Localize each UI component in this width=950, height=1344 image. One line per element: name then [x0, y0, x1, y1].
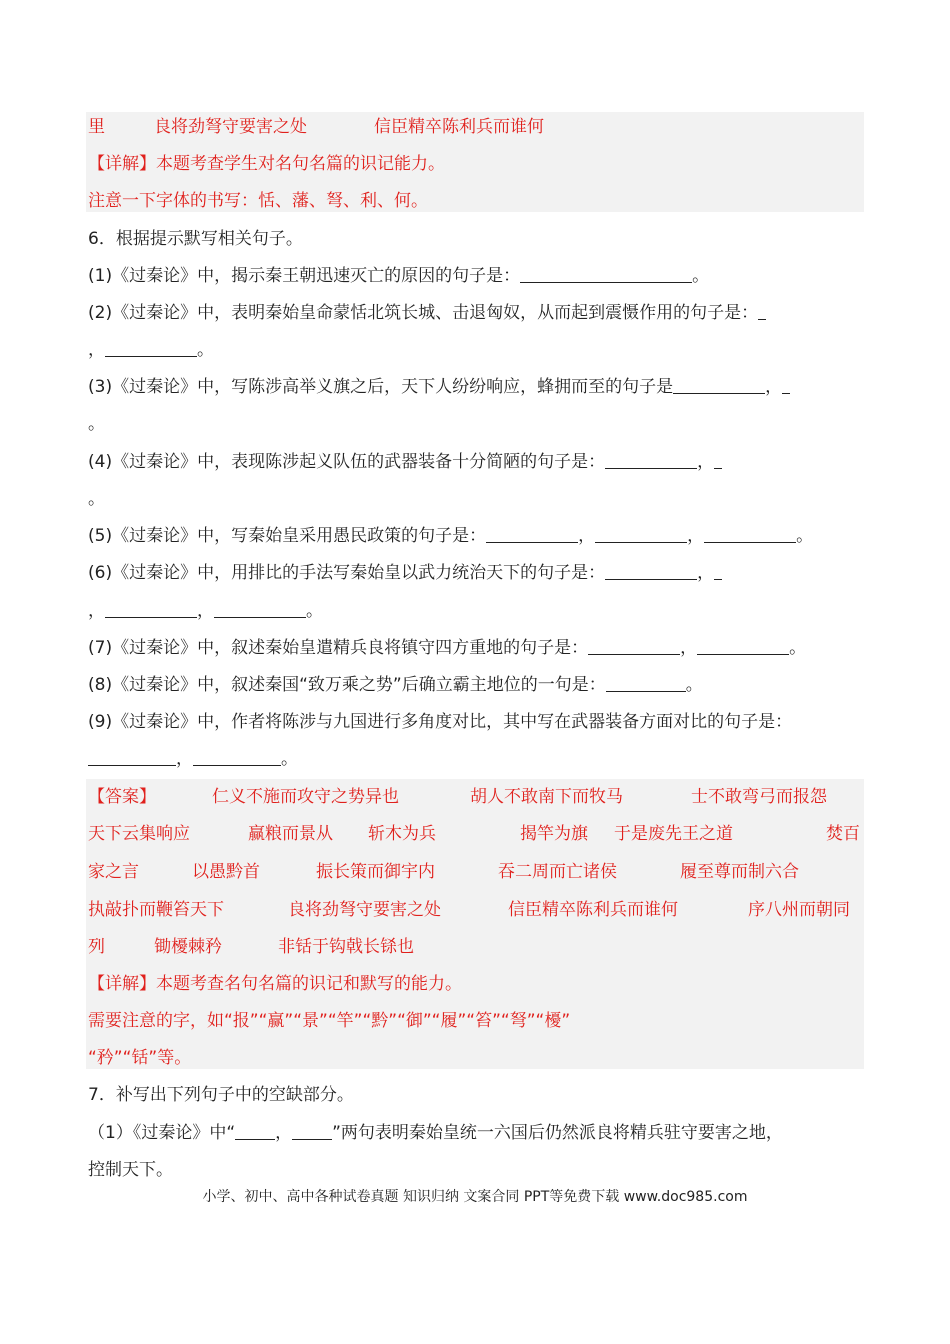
q6-item-4	[88, 447, 722, 477]
q6-item-9-cont	[88, 744, 298, 774]
q6-item-6	[88, 558, 722, 588]
answer-item: 揭竿为旗	[520, 824, 588, 844]
answer-item: 吞二周而亡诸侯	[498, 862, 617, 882]
q6-item-4-cont	[88, 484, 105, 514]
answer-blank[interactable]	[588, 634, 680, 655]
answer-item: 锄櫌棘矜	[154, 937, 222, 957]
answer-blank[interactable]	[520, 262, 692, 283]
item-text: (4)《过秦论》中，表现陈涉起义队伍的武器装备十分简陋的句子是：	[88, 452, 606, 472]
q6-note-2: “矜”“铦”等。	[88, 1048, 192, 1068]
answer-item: 以愚黔首	[192, 862, 260, 882]
answer-row-4	[88, 895, 864, 925]
item-text: (6)《过秦论》中，用排比的手法写秦始皇以武力统治天下的句子是：	[88, 563, 606, 583]
punct: ，	[275, 1123, 293, 1143]
answer-fragment: 信臣精卒陈利兵而谁何	[374, 117, 544, 137]
answer-blank[interactable]	[673, 373, 765, 394]
answer-label: 【答案】	[88, 787, 156, 807]
answer-item: 赢粮而景从	[248, 824, 333, 844]
answer-item: 良将劲弩守要害之处	[288, 900, 441, 920]
punct: 。	[685, 675, 703, 695]
item-text: (7)《过秦论》中，叙述秦始皇遣精兵良将镇守四方重地的句子是：	[88, 638, 589, 658]
answer-blank[interactable]	[214, 597, 306, 618]
answer-row-5	[88, 932, 864, 962]
item-text: (9)《过秦论》中，作者将陈涉与九国进行多角度对比，其中写在武器装备方面对比的句子是：	[88, 712, 793, 732]
answer-blank[interactable]	[606, 671, 686, 692]
answer-item: 非铦于钩戟长铩也	[278, 937, 414, 957]
answer-blank[interactable]	[595, 522, 687, 543]
q6-item-7	[88, 633, 806, 663]
answer-item: 执敲扑而鞭笞天下	[88, 900, 224, 920]
punct: 。	[281, 749, 298, 769]
answer-row-2	[88, 819, 864, 849]
answer-item: 履至尊而制六合	[680, 862, 799, 882]
q6-item-2	[88, 298, 766, 328]
top-answer-line	[88, 112, 544, 142]
punct: 。	[789, 638, 807, 658]
punct: ，	[197, 601, 214, 621]
answer-blank[interactable]	[292, 1119, 332, 1140]
answer-blank[interactable]	[714, 559, 722, 580]
item-text: （1）《过秦论》中“	[88, 1123, 236, 1143]
answer-blank[interactable]	[193, 745, 281, 766]
answer-blank[interactable]	[88, 745, 176, 766]
item-text: (8)《过秦论》中，叙述秦国“致万乘之势”后确立霸主地位的一句是：	[88, 675, 606, 695]
answer-item: 胡人不敢南下而牧马	[470, 787, 623, 807]
punct: ，	[765, 377, 783, 397]
q6-item-3	[88, 372, 790, 402]
q7-item-1	[88, 1118, 783, 1148]
q6-item-9	[88, 707, 792, 737]
punct: 。	[692, 266, 710, 286]
answer-row-1	[88, 782, 864, 812]
punct: ，	[176, 749, 193, 769]
q6-item-3-cont	[88, 409, 105, 439]
punct: 。	[306, 601, 323, 621]
answer-item: 振长策而御宇内	[316, 862, 435, 882]
punct: 。	[88, 414, 105, 434]
q6-item-8	[88, 670, 703, 700]
q7-item-1-cont: 控制天下。	[88, 1160, 173, 1180]
top-detail: 【详解】本题考查学生对名句名篇的识记能力。	[88, 154, 445, 174]
answer-blank[interactable]	[697, 634, 789, 655]
q6-item-1	[88, 261, 709, 291]
punct: ，	[88, 601, 105, 621]
punct: ，	[697, 563, 715, 583]
q6-note-1: 需要注意的字，如“报”“赢”“景”“竿”“黔”“御”“履”“笞”“弩”“櫌”	[88, 1011, 571, 1031]
answer-blank[interactable]	[758, 299, 766, 320]
punct: ，	[680, 638, 698, 658]
punct: ，	[578, 526, 596, 546]
answer-blank[interactable]	[235, 1119, 275, 1140]
punct: ，	[687, 526, 705, 546]
answer-item: 信臣精卒陈利兵而谁何	[508, 900, 678, 920]
item-text: (3)《过秦论》中，写陈涉高举义旗之后，天下人纷纷响应，蜂拥而至的句子是	[88, 377, 674, 397]
answer-item: 序八州而朝同	[748, 900, 850, 920]
answer-blank[interactable]	[704, 522, 796, 543]
answer-item: 天下云集响应	[88, 824, 190, 844]
q6-item-5	[88, 521, 813, 551]
punct: 。	[88, 489, 105, 509]
q6-title: 6．根据提示默写相关句子。	[88, 229, 303, 249]
q6-item-6-cont	[88, 596, 323, 626]
answer-item: 焚百	[826, 824, 860, 844]
item-text: (5)《过秦论》中，写秦始皇采用愚民政策的句子是：	[88, 526, 487, 546]
q6-detail: 【详解】本题考查名句名篇的识记和默写的能力。	[88, 974, 462, 994]
answer-blank[interactable]	[486, 522, 578, 543]
answer-item: 士不敢弯弓而报怨	[691, 787, 827, 807]
punct: ，	[697, 452, 715, 472]
q7-title: 7．补写出下列句子中的空缺部分。	[88, 1085, 354, 1105]
answer-blank[interactable]	[714, 448, 722, 469]
answer-fragment: 里	[88, 117, 105, 137]
answer-blank[interactable]	[105, 597, 197, 618]
punct: 。	[197, 340, 214, 360]
punct: ，	[88, 340, 105, 360]
answer-item: 斩木为兵	[368, 824, 436, 844]
answer-blank[interactable]	[605, 448, 697, 469]
answer-blank[interactable]	[105, 336, 197, 357]
q6-item-2-cont	[88, 335, 214, 365]
answer-blank[interactable]	[782, 373, 790, 394]
answer-row-3	[88, 857, 864, 887]
answer-item: 仁义不施而攻守之势异也	[212, 787, 399, 807]
answer-item: 家之言	[88, 862, 139, 882]
item-text: (1)《过秦论》中，揭示秦王朝迅速灭亡的原因的句子是：	[88, 266, 521, 286]
item-text: (2)《过秦论》中，表明秦始皇命蒙恬北筑长城、击退匈奴，从而起到震慑作用的句子是：	[88, 303, 759, 323]
page-footer: 小学、初中、高中各种试卷真题 知识归纳 文案合同 PPT等免费下载 www.doc985.com	[202, 1189, 748, 1205]
punct: 。	[796, 526, 814, 546]
top-note: 注意一下字体的书写：恬、藩、弩、利、何。	[88, 191, 428, 211]
answer-fragment: 良将劲弩守要害之处	[154, 117, 307, 137]
answer-item: 列	[88, 937, 105, 957]
answer-blank[interactable]	[605, 559, 697, 580]
answer-item: 于是废先王之道	[614, 824, 733, 844]
item-text: ”两句表明秦始皇统一六国后仍然派良将精兵驻守要害之地，	[332, 1123, 783, 1143]
